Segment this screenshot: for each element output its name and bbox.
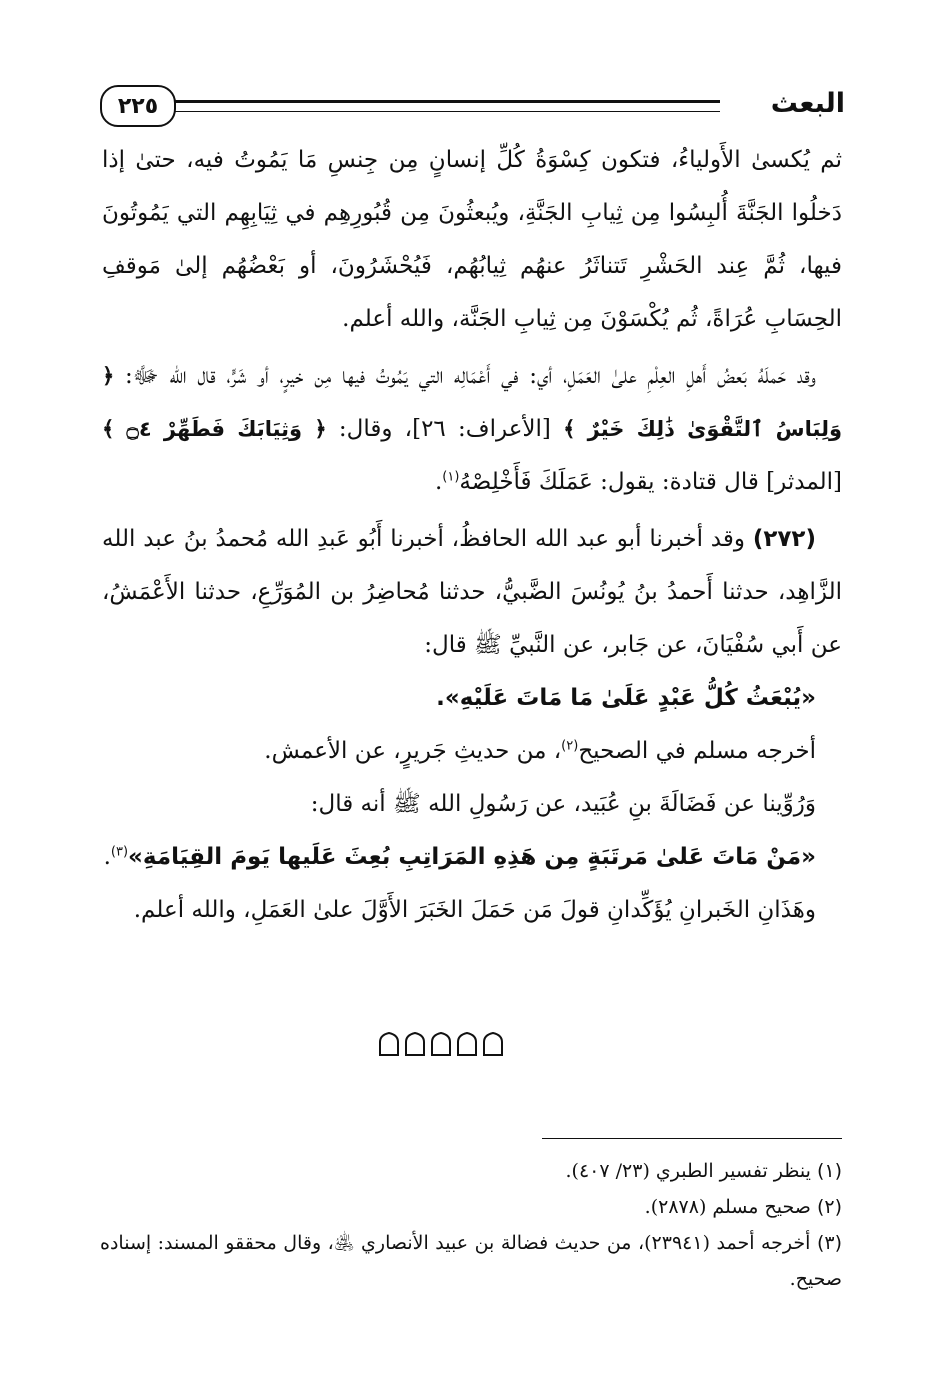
hadith-2-text: «مَنْ مَاتَ عَلىٰ مَرتَبَةٍ مِن هَذِهِ المَرَاتِبِ بُعِثَ عَلَيها يَومَ القِيَامَةِ»: [128, 844, 816, 870]
paragraph-5-text-a: أخرجه مسلم في الصحيح: [578, 738, 816, 764]
footnote-1-number: (١): [816, 1160, 842, 1182]
hadith-1-text: «يُبْعَثُ كُلُّ عَبْدٍ عَلَىٰ مَا مَاتَ عَلَيْهِ».: [436, 685, 816, 711]
arch-ornament-icon: [456, 1032, 478, 1056]
page-header: [100, 80, 845, 130]
hadith-1: [102, 672, 842, 725]
footnote-separator: [542, 1138, 842, 1139]
paragraph-3: [102, 513, 842, 672]
paragraph-2: [102, 350, 842, 509]
footnote-1-text: ينظر تفسير الطبري (٢٣/ ٤٠٧).: [565, 1160, 817, 1182]
footnotes: [100, 1153, 842, 1297]
footnote-2-text: صحيح مسلم (٢٨٧٨).: [644, 1196, 817, 1218]
footnote-ref-3: (٣): [110, 844, 129, 860]
header-rule: [170, 100, 720, 112]
isnad-text: وقد أخبرنا أبو عبد الله الحافظُ، أخبرنا أَبُو عَبدِ الله مُحمدُ بنُ عبد الله الزَّاهِد، حدثنا أَحمدُ بنُ يُونُسَ الضَّبيُّ، حدثنا مُحاضِرُ بن المُوَرِّعِ، حدثنا الأَعْمَشُ، عن أَبي سُفْيَانَ، عن جَابر، عن النَّبيِّ ﷺ قال:: [102, 526, 842, 658]
hadith-2: [102, 831, 842, 884]
paragraph-2-text-b: [الأعراف: ٢٦]، وقال:: [326, 416, 564, 442]
paragraph-5-text-b: ، من حديثِ جَريرٍ، عن الأعمش.: [264, 738, 562, 764]
footnote-3-number: (٣): [816, 1232, 843, 1254]
main-text: [102, 134, 842, 937]
paragraph-5: [102, 725, 842, 778]
paragraph-2-text-c: [المدثر] قال قتادة: يقول: عَمَلَكَ فَأَخْلِصْهُ: [459, 469, 842, 495]
hadith-2-end: .: [103, 844, 111, 870]
arch-ornament-icon: [378, 1032, 400, 1056]
footnote-3-text: أخرجه أحمد (٢٣٩٤١)، من حديث فضالة بن عبيد الأنصاري ﵁، وقال محققو المسند: إسناده صحيح.: [100, 1232, 842, 1290]
paragraph-1: ثم يُكسىٰ الأَولياءُ، فتكون كِسْوَةُ كُلِّ إنسانٍ مِن جِنسِ مَا يَمُوتُ فيه، حتىٰ إذا دَخلُوا الجَنَّةَ أُلبِسُوا مِن ثِيابِ الجَنَّةِ، ويُبعثُونَ مِن قُبُورِهِم في ثِيَابِهِم التي يَمُوتُونَ فيها، ثُمَّ عِند الحَشْرِ تَتناثَرُ عنهُم ثِيابُهُم، فَيُحْشَرُونَ، أو بَعْضُهُم إلىٰ مَوقفِ الحِسَابِ عُرَاةً، ثُم يُكْسَوْنَ مِن ثِيابِ الجَنَّة، والله أعلم.: [102, 147, 842, 332]
paragraph-2-end: .: [434, 469, 443, 495]
footnote-ref-1: (١): [442, 469, 460, 485]
quran-verse-1: ﴿ وَلِبَاسُ ٱلتَّقْوَىٰ ذَٰلِكَ خَيْرٌ ﴾: [102, 364, 843, 441]
section-end-ornament: [378, 1032, 504, 1056]
footnote-2-number: (٢): [816, 1196, 842, 1218]
quran-verse-2: ﴿ وَثِيَابَكَ فَطَهِّرْ ۝٤ ﴾: [102, 417, 327, 441]
running-title: البعث: [765, 80, 845, 128]
page-number: ٢٢٥: [100, 85, 176, 127]
footnote-2: [100, 1189, 842, 1225]
paragraph-2-text-a: وقد حَملَهُ بَعضُ أَهلِ العِلْمِ علىٰ العَمَلِ، أي: في أَعْمَالِه التي يَمُوتُ فيها مِن خيرٍ، أو شَرٍّ، قال الله ﷻ:: [114, 363, 816, 389]
paragraph-6: وَرُوِّينا عن فَضَالَةَ بنِ عُبَيد، عن رَسُولِ الله ﷺ أنه قال:: [310, 791, 816, 817]
footnote-3: [100, 1225, 842, 1297]
footnote-ref-2: (٢): [561, 738, 579, 754]
arch-ornament-icon: [404, 1032, 426, 1056]
arch-ornament-icon: [430, 1032, 452, 1056]
arch-ornament-icon: [482, 1032, 504, 1056]
footnote-1: [100, 1153, 842, 1189]
paragraph-8: وهَذَانِ الخَبرانِ يُؤَكِّدانِ قولَ مَن حَمَلَ الخَبَرَ الأَوَّلَ علىٰ العَمَلِ، والله أعلم.: [133, 897, 816, 923]
hadith-number: (٢٧٢): [752, 526, 816, 552]
